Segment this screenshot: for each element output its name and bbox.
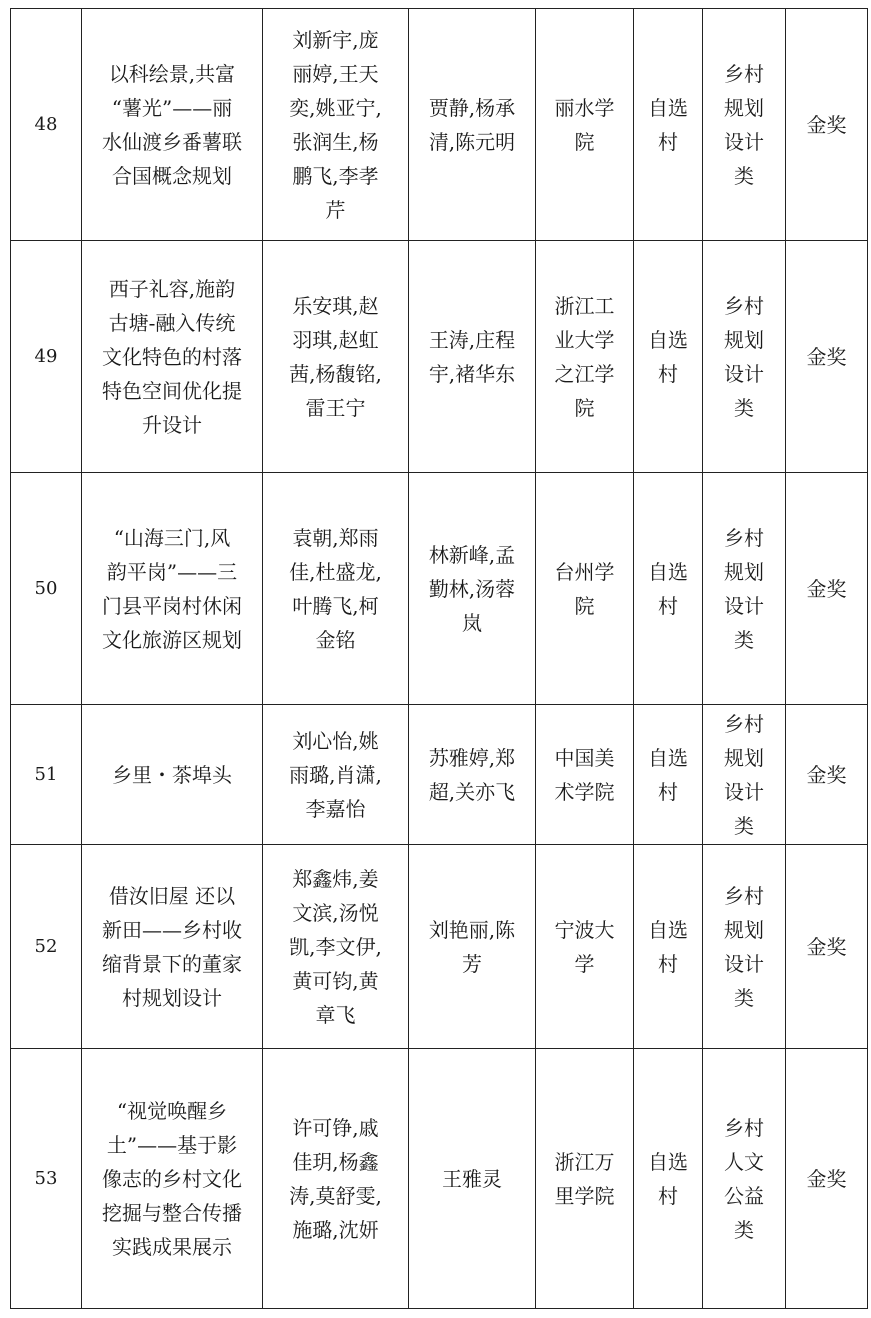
advisors xyxy=(409,241,536,473)
village-type-line: 自选 xyxy=(648,327,688,352)
advisors xyxy=(409,1049,536,1309)
project-title-line: “山海三门,风 xyxy=(113,525,231,550)
category-line: 设计 xyxy=(724,593,764,618)
team-members-line: 叶腾飞,柯 xyxy=(292,593,379,618)
category xyxy=(703,9,786,241)
team-members-line: 章飞 xyxy=(315,1002,356,1027)
category-line: 乡村 xyxy=(724,883,764,908)
team-members-line: 袁朝,郑雨 xyxy=(292,525,379,550)
team-members-line: 刘心怡,姚 xyxy=(292,728,379,753)
award: 金奖 xyxy=(786,473,868,705)
table-row xyxy=(11,705,868,845)
project-title-line: 借汝旧屋 还以 xyxy=(108,883,236,908)
award: 金奖 xyxy=(786,705,868,845)
team-members-line: 佳,杜盛龙, xyxy=(289,559,382,584)
category-line: 规划 xyxy=(724,745,764,770)
category-line: 规划 xyxy=(724,95,764,120)
project-title-line: 文化特色的村落 xyxy=(102,344,242,369)
team-members xyxy=(263,241,409,473)
project-title xyxy=(82,1049,263,1309)
category-line: 类 xyxy=(734,985,754,1010)
category-line: 设计 xyxy=(724,361,764,386)
advisors-line: 苏雅婷,郑 xyxy=(428,745,516,770)
team-members-line: 奕,姚亚宁, xyxy=(289,95,382,120)
award: 金奖 xyxy=(786,1049,868,1309)
advisors-line: 岚 xyxy=(462,610,482,635)
awards-table-body xyxy=(11,9,868,1309)
project-title-line: 古塘-融入传统 xyxy=(108,310,236,335)
category-line: 乡村 xyxy=(724,711,764,736)
village-type-line: 自选 xyxy=(648,745,688,770)
team-members xyxy=(263,845,409,1049)
category xyxy=(703,473,786,705)
project-title-line: 挖掘与整合传播 xyxy=(102,1200,242,1225)
category-line: 设计 xyxy=(724,779,764,804)
team-members-line: 刘新宇,庞 xyxy=(292,27,379,52)
team-members-line: 施璐,沈妍 xyxy=(292,1217,379,1242)
project-title-line: 特色空间优化提 xyxy=(102,378,242,403)
table-row xyxy=(11,1049,868,1309)
school-line: 丽水学 xyxy=(554,95,615,120)
category-line: 类 xyxy=(734,395,754,420)
category xyxy=(703,705,786,845)
team-members xyxy=(263,9,409,241)
advisors-line: 贾静,杨承 xyxy=(428,95,516,120)
school-line: 宁波大 xyxy=(554,917,615,942)
team-members-line: 雨璐,肖潇, xyxy=(289,762,382,787)
school-line: 台州学 xyxy=(554,559,615,584)
project-title-line: 实践成果展示 xyxy=(112,1234,232,1259)
advisors xyxy=(409,705,536,845)
village-type xyxy=(634,845,703,1049)
school-line: 院 xyxy=(574,593,595,618)
school xyxy=(536,473,634,705)
row-number: 50 xyxy=(11,473,82,705)
school xyxy=(536,705,634,845)
school xyxy=(536,845,634,1049)
award: 金奖 xyxy=(786,9,868,241)
category-line: 类 xyxy=(734,627,754,652)
village-type-line: 村 xyxy=(658,361,678,386)
school xyxy=(536,9,634,241)
row-number: 51 xyxy=(11,705,82,845)
category-line: 乡村 xyxy=(724,1115,764,1140)
team-members-line: 李嘉怡 xyxy=(305,796,366,821)
team-members-line: 茜,杨馥铭, xyxy=(289,361,382,386)
school xyxy=(536,241,634,473)
project-title-line: 像志的乡村文化 xyxy=(102,1166,242,1191)
category-line: 乡村 xyxy=(724,61,764,86)
project-title-line: 新田——乡村收 xyxy=(102,917,242,942)
school-line: 浙江工 xyxy=(554,293,615,318)
village-type-line: 自选 xyxy=(648,1149,688,1174)
project-title-line: “视觉唤醒乡 xyxy=(116,1098,228,1123)
village-type xyxy=(634,473,703,705)
project-title xyxy=(82,705,263,845)
advisors-line: 超,关亦飞 xyxy=(428,779,516,804)
category-line: 乡村 xyxy=(724,293,764,318)
category-line: 乡村 xyxy=(724,525,764,550)
table-row xyxy=(11,9,868,241)
advisors xyxy=(409,9,536,241)
team-members-line: 佳玥,杨鑫 xyxy=(292,1149,379,1174)
category-line: 公益 xyxy=(724,1183,764,1208)
project-title-line: 乡里・茶埠头 xyxy=(112,762,232,787)
category xyxy=(703,241,786,473)
project-title-line: 合国概念规划 xyxy=(112,163,232,188)
project-title-line: 水仙渡乡番薯联 xyxy=(102,129,242,154)
advisors-line: 勤林,汤蓉 xyxy=(428,576,516,601)
advisors-line: 清,陈元明 xyxy=(428,129,516,154)
school-line: 里学院 xyxy=(554,1183,615,1208)
village-type xyxy=(634,241,703,473)
project-title-line: 文化旅游区规划 xyxy=(102,627,242,652)
village-type xyxy=(634,705,703,845)
project-title-line: “薯光”——丽 xyxy=(111,95,233,120)
village-type-line: 自选 xyxy=(648,559,688,584)
category-line: 设计 xyxy=(724,129,764,154)
village-type-line: 村 xyxy=(658,593,678,618)
category-line: 规划 xyxy=(724,917,764,942)
project-title-line: 以科绘景,共富 xyxy=(108,61,236,86)
advisors xyxy=(409,473,536,705)
team-members-line: 涛,莫舒雯, xyxy=(289,1183,382,1208)
row-number: 52 xyxy=(11,845,82,1049)
advisors-line: 刘艳丽,陈 xyxy=(428,917,516,942)
category-line: 类 xyxy=(734,813,754,838)
row-number: 48 xyxy=(11,9,82,241)
school-line: 院 xyxy=(574,395,595,420)
village-type-line: 村 xyxy=(658,951,678,976)
table-row xyxy=(11,241,868,473)
village-type-line: 村 xyxy=(658,779,678,804)
project-title-line: 缩背景下的董家 xyxy=(102,951,242,976)
village-type xyxy=(634,9,703,241)
row-number: 53 xyxy=(11,1049,82,1309)
village-type-line: 自选 xyxy=(648,95,688,120)
team-members xyxy=(263,1049,409,1309)
award: 金奖 xyxy=(786,241,868,473)
category-line: 类 xyxy=(734,1217,754,1242)
team-members xyxy=(263,473,409,705)
school-line: 术学院 xyxy=(554,779,615,804)
project-title-line: 门县平岗村休闲 xyxy=(102,593,242,618)
team-members xyxy=(263,705,409,845)
project-title-line: 升设计 xyxy=(142,412,202,437)
project-title-line: 村规划设计 xyxy=(122,985,222,1010)
team-members-line: 郑鑫炜,姜 xyxy=(292,866,379,891)
school-line: 中国美 xyxy=(554,745,615,770)
village-type-line: 村 xyxy=(658,129,678,154)
advisors-line: 王雅灵 xyxy=(442,1166,502,1191)
category-line: 规划 xyxy=(724,327,764,352)
project-title xyxy=(82,9,263,241)
school-line: 之江学 xyxy=(554,361,615,386)
category-line: 规划 xyxy=(724,559,764,584)
school-line: 院 xyxy=(574,129,595,154)
team-members-line: 鹏飞,李孝 xyxy=(292,163,379,188)
advisors-line: 林新峰,孟 xyxy=(428,542,516,567)
village-type xyxy=(634,1049,703,1309)
team-members-line: 雷王宁 xyxy=(305,395,366,420)
school xyxy=(536,1049,634,1309)
category-line: 类 xyxy=(734,163,754,188)
advisors-line: 宇,褚华东 xyxy=(428,361,516,386)
advisors xyxy=(409,845,536,1049)
table-row xyxy=(11,473,868,705)
team-members-line: 文滨,汤悦 xyxy=(292,900,379,925)
village-type-line: 自选 xyxy=(648,917,688,942)
award: 金奖 xyxy=(786,845,868,1049)
team-members-line: 羽琪,赵虹 xyxy=(292,327,379,352)
project-title-line: 韵平岗”——三 xyxy=(106,559,238,584)
advisors-line: 芳 xyxy=(462,951,482,976)
team-members-line: 丽婷,王天 xyxy=(292,61,379,86)
project-title-line: 土”——基于影 xyxy=(106,1132,238,1157)
school-line: 浙江万 xyxy=(554,1149,615,1174)
team-members-line: 金铭 xyxy=(315,627,356,652)
row-number: 49 xyxy=(11,241,82,473)
awards-table xyxy=(10,8,868,1309)
team-members-line: 乐安琪,赵 xyxy=(292,293,379,318)
category xyxy=(703,1049,786,1309)
category xyxy=(703,845,786,1049)
team-members-line: 芹 xyxy=(325,197,346,222)
category-line: 设计 xyxy=(724,951,764,976)
team-members-line: 黄可钧,黄 xyxy=(292,968,379,993)
team-members-line: 凯,李文伊, xyxy=(289,934,382,959)
team-members-line: 许可铮,戚 xyxy=(292,1115,379,1140)
project-title xyxy=(82,845,263,1049)
team-members-line: 张润生,杨 xyxy=(292,129,379,154)
project-title xyxy=(82,241,263,473)
advisors-line: 王涛,庄程 xyxy=(428,327,516,352)
village-type-line: 村 xyxy=(658,1183,678,1208)
school-line: 业大学 xyxy=(554,327,615,352)
school-line: 学 xyxy=(574,951,595,976)
category-line: 人文 xyxy=(724,1149,764,1174)
project-title xyxy=(82,473,263,705)
project-title-line: 西子礼容,施韵 xyxy=(108,276,236,301)
table-row xyxy=(11,845,868,1049)
